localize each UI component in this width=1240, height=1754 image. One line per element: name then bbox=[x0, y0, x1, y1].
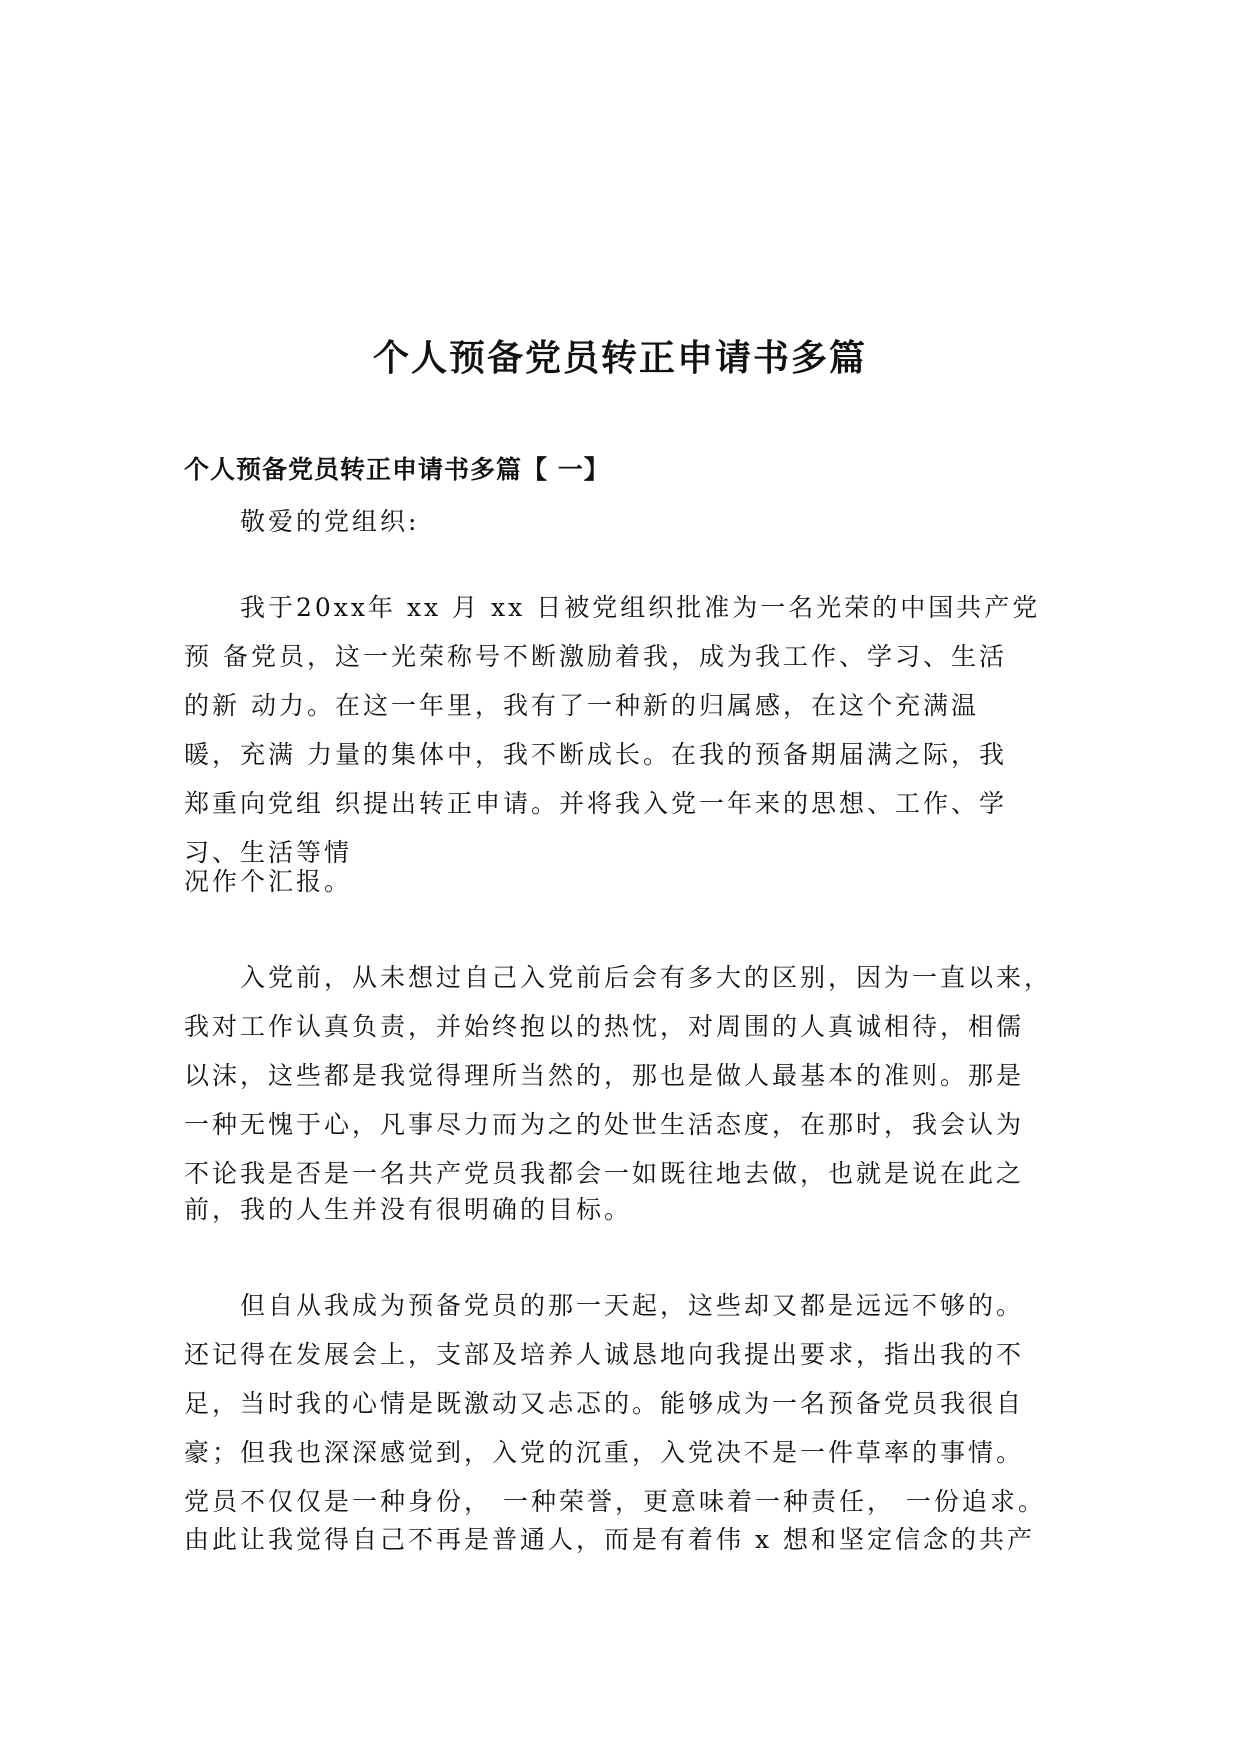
document-title: 个人预备党员转正申请书多篇 bbox=[372, 337, 867, 379]
paragraph-1-line: 预 备党员，这一光荣称号不断激励着我，成为我工作、学习、生活 bbox=[184, 642, 1007, 671]
paragraph-3 bbox=[184, 1281, 1074, 1526]
paragraph-2-tail: 前，我的人生并没有很明确的目标。 bbox=[184, 1195, 633, 1224]
paragraph-3-line: 豪；但我也深深感觉到，入党的沉重，入党决不是一件草率的事情。 bbox=[184, 1438, 1025, 1467]
paragraph-1-line: 习、生活等情 bbox=[184, 838, 353, 867]
paragraph-1-line: 暖，充满 力量的集体中，我不断成长。在我的预备期届满之际，我 bbox=[184, 740, 1007, 769]
paragraph-3-line: 党员不仅仅是一种身份， 一种荣誉，更意味着一种责任， 一份追求。 bbox=[184, 1487, 1046, 1516]
paragraph-2-line: 入党前，从未想过自己入党前后会有多大的区别，因为一直以来， bbox=[240, 963, 1053, 992]
paragraph-2-line: 以沫，这些都是我觉得理所当然的，那也是做人最基本的准则。那是 bbox=[184, 1061, 1025, 1090]
paragraph-2 bbox=[184, 953, 1074, 1198]
paragraph-2-line: 我对工作认真负责，并始终抱以的热忱，对周围的人真诚相待，相儒 bbox=[184, 1012, 1025, 1041]
paragraph-1-line: 郑重向党组 织提出转正申请。并将我入党一年来的思想、工作、学 bbox=[184, 789, 1007, 818]
paragraph-1-tail: 况作个汇报。 bbox=[184, 867, 353, 896]
paragraph-3-line: 但自从我成为预备党员的那一天起，这些却又都是远远不够的。 bbox=[240, 1291, 1025, 1320]
paragraph-1 bbox=[184, 583, 1074, 877]
paragraph-1-line: 的新 动力。在这一年里，我有了一种新的归属感，在这个充满温 bbox=[184, 691, 979, 720]
paragraph-2-line: 不论我是否是一名共产党员我都会一如既往地去做，也就是说在此之 bbox=[184, 1159, 1025, 1188]
section-heading: 个人预备党员转正申请书多篇【 一】 bbox=[184, 455, 610, 484]
paragraph-1-line: 我于20xx年 xx 月 xx 日被党组织批准为一名光荣的中国共产党 bbox=[240, 593, 1041, 622]
paragraph-3-tail: 由此让我觉得自己不再是普通人，而是有着伟 x 想和坚定信念的共产 bbox=[184, 1525, 1035, 1554]
salutation: 敬爱的党组织: bbox=[240, 507, 420, 536]
paragraph-3-line: 足，当时我的心情是既激动又忐忑的。能够成为一名预备党员我很自 bbox=[184, 1389, 1025, 1418]
paragraph-2-line: 一种无愧于心，凡事尽力而为之的处世生活态度，在那时，我会认为 bbox=[184, 1110, 1025, 1139]
paragraph-3-line: 还记得在发展会上，支部及培养人诚恳地向我提出要求，指出我的不 bbox=[184, 1340, 1025, 1369]
